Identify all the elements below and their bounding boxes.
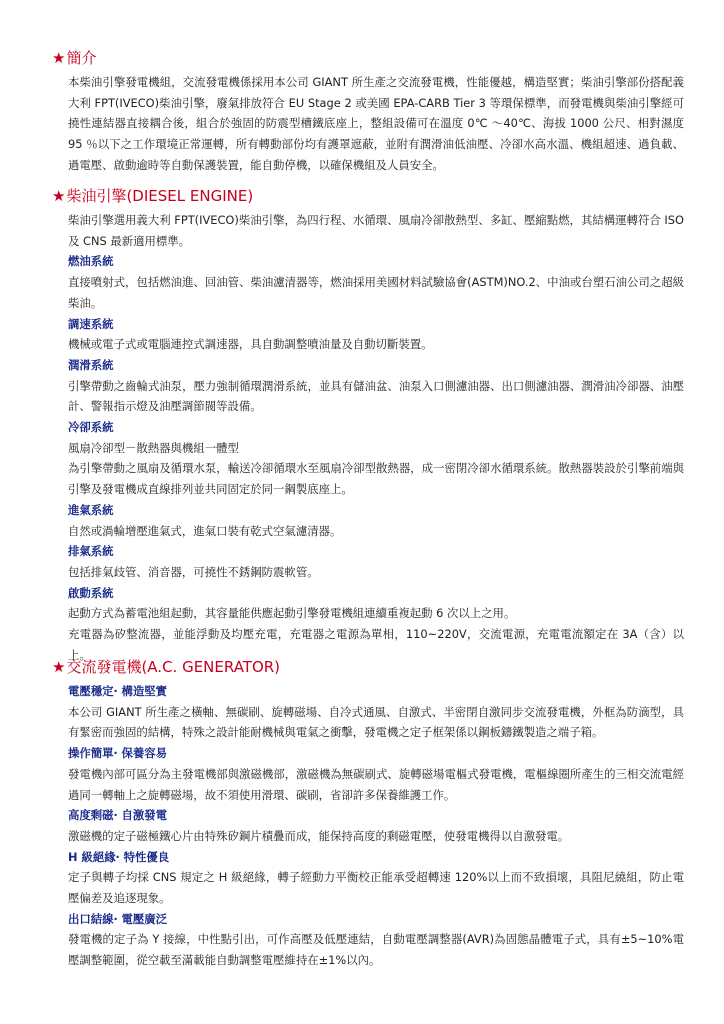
engine-title: 柴油引擎(DIESEL ENGINE) xyxy=(66,187,254,205)
starting-system-title: 啟動系統 xyxy=(68,585,114,600)
voltage-stable-title: 電壓穩定‧ 構造堅實 xyxy=(68,684,168,698)
residual-magnetism-title: 高度剩磁‧ 自激發電 xyxy=(68,808,168,823)
governor-system-text: 機械或電子式或電腦連控式調速器，具自動調整噴油量及自動切斷裝置。 xyxy=(68,337,433,352)
fuel-system-text: 直接噴射式，包括燃油進、回油管、柴油濾清器等，燃油採用美國材料試驗協會(ASTM)NO.2、中油或台塑石油公司之超級柴油。 xyxy=(68,275,684,310)
generator-heading xyxy=(52,657,684,677)
intake-system-text: 自然或渦輪增壓進氣式，進氣口裝有乾式空氣濾清器。 xyxy=(68,523,342,538)
residual-magnetism-text: 激磁機的定子磁極鐵心片由特殊矽鋼片積疊而成，能保持高度的剩磁電壓，使發電機得以自激發電。 xyxy=(68,828,570,843)
intake-system-title: 進氣系統 xyxy=(68,502,114,517)
output-wiring-title: 出口結線‧ 電壓廣泛 xyxy=(68,911,168,926)
intro-paragraph: 本柴油引擎發電機組，交流發電機係採用本公司 GIANT 所生產之交流發電機，性能優越，構造堅實；柴油引擎部份搭配義大利 FPT(IVECO)柴油引擎，廢氣排放符合 EU Stage 2 或美國 EPA-CARB Tier 3 等環保標準，而發電機與柴油引擎經可撓性連結器直接耦合後，組合於強固的防震型槽鐵底座上，整組設備可在溫度 0℃ ～40℃、海拔 1000 公尺、相對濕度 95 ％以下之工作環境正常運轉，所有轉動部份均有護罩遮蔽，並附有潤滑油低油壓、冷卻水高水溫、機組超速、過負載、過電壓、啟動逾時等自動保護裝置，能自動停機，以確保機組及人員安全。 xyxy=(68,75,684,172)
star-icon: ★ xyxy=(52,49,66,67)
starting-system-text-2: 充電器為矽整流器，並能浮動及均壓充電，充電器之電源為單相，110~220V，交流電源，充電電流額定在 3A（含）以上。 xyxy=(68,627,684,662)
lubrication-system-title: 潤滑系統 xyxy=(68,357,114,372)
star-icon: ★ xyxy=(52,187,66,205)
fuel-system-title: 燃油系統 xyxy=(68,254,114,269)
star-icon: ★ xyxy=(52,658,66,676)
exhaust-system-title: 排氣系統 xyxy=(68,544,114,559)
cooling-system-text-1: 風扇冷卻型－散熱器與機組一體型 xyxy=(68,440,239,455)
generator-section xyxy=(52,657,684,971)
generator-title: 交流發電機(A.C. GENERATOR) xyxy=(66,658,281,676)
lubrication-system-text: 引擎帶動之齒輪式油泵，壓力強制循環潤滑系統，並具有儲油盆、油泵入口側濾油器、出口側濾油器、潤滑油冷卻器、油壓計、警報指示燈及油壓調節閥等設備。 xyxy=(68,378,684,414)
output-wiring-text: 發電機的定子為 Y 接線，中性點引出，可作高壓及低壓連結，自動電壓調整器(AVR)為固態晶體電子式，具有±5~10%電壓調整範圍，從空載至滿載能自動調整電壓維持在±1%以內。 xyxy=(68,932,684,968)
easy-operation-text: 發電機內部可區分為主發電機部與激磁機部，激磁機為無碳刷式、旋轉磁場電樞式發電機，電樞線圈所產生的三相交流電經過同一轉軸上之旋轉磁場，故不須使用滑環、碳刷，省卻許多保養維護工作。 xyxy=(68,766,684,802)
starting-system-text-1: 起動方式為蓄電池組起動，其容量能供應起動引擎發電機組連續重複起動 6 次以上之用。 xyxy=(68,606,516,621)
engine-section xyxy=(52,186,684,665)
intro-title: 簡介 xyxy=(66,49,97,67)
voltage-stable-text: 本公司 GIANT 所生產之橫軸、無碳刷、旋轉磁場、自冷式通風、自激式、半密閉自激同步交流發電機，外框為防滴型，具有緊密而強固的結構，特殊之設計能耐機械與電氣之衝擊，發電機之定子框架係以鋼板鑄鐵製造之端子箱。 xyxy=(68,704,684,740)
intro-heading xyxy=(52,48,684,68)
exhaust-system-text: 包括排氣歧管、消音器，可撓性不銹鋼防震軟管。 xyxy=(68,564,319,579)
intro-section xyxy=(52,48,684,176)
engine-heading xyxy=(52,186,684,206)
h-class-insulation-title: H 級絕緣‧ 特性優良 xyxy=(68,849,170,864)
cooling-system-title: 冷卻系統 xyxy=(68,420,114,435)
governor-system-title: 調速系統 xyxy=(68,316,114,331)
cooling-system-text-2: 為引擎帶動之風扇及循環水泵，輸送冷卻循環水至風扇冷卻型散熱器，成一密閉冷卻水循環系統。散熱器裝設於引擎前端與引擎及發電機成直線排列並共同固定於同一鋼製底座上。 xyxy=(68,461,684,497)
engine-intro: 柴油引擎選用義大利 FPT(IVECO)柴油引擎，為四行程、水循環、風扇冷卻散熱型、多缸、壓縮點燃，其結構運轉符合 ISO 及 CNS 最新適用標準。 xyxy=(68,213,684,248)
easy-operation-title: 操作簡單‧ 保養容易 xyxy=(68,746,168,761)
h-class-insulation-text: 定子與轉子均採 CNS 規定之 H 級絕緣，轉子經動力平衡校正能承受超轉速 120%以上而不致損壞，具阻尼繞組，防止電壓偏差及追逐現象。 xyxy=(68,870,684,906)
